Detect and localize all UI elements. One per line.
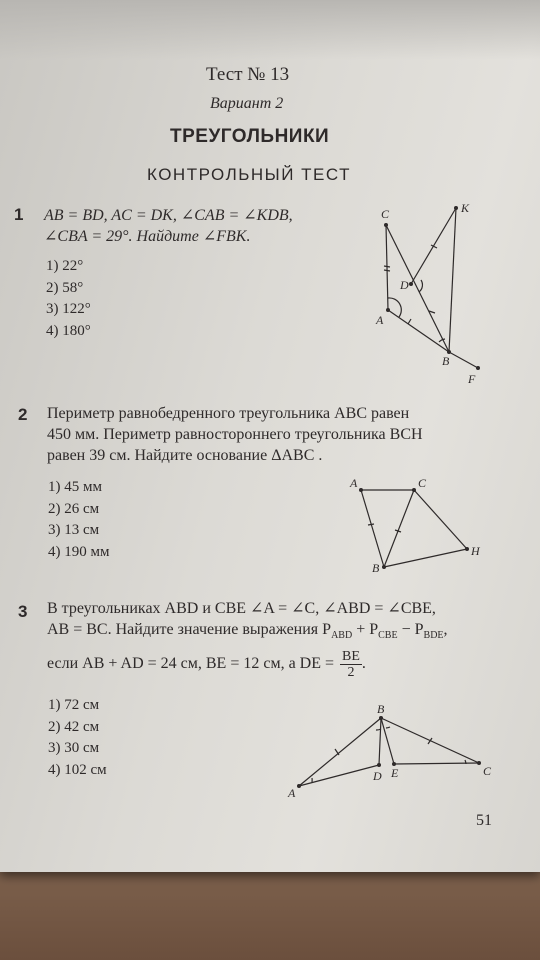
- question-line: Периметр равнобедренного треугольника ABC равен: [47, 405, 410, 422]
- question-line: ∠CBA = 29°. Найдите ∠FBK.: [44, 228, 251, 245]
- perimeter-expression: $P_{ABD} + P_{CBE} - P_{BDE}$,: [322, 621, 448, 642]
- figure-q3: [282, 698, 502, 803]
- question-number: 2: [18, 405, 28, 424]
- question-line-part: AB = BC. Найдите значение выражения: [47, 621, 319, 638]
- point-label: B: [372, 561, 380, 575]
- point-label: C: [418, 476, 427, 490]
- answer-options: [48, 477, 109, 563]
- answer-option: 4) 102 см: [48, 761, 107, 778]
- question-condition: если AB + AD = 24 см, BE = 12 см, а DE = $\frac{BE}{2}$ .: [47, 649, 366, 680]
- fraction-denominator: 2: [347, 665, 355, 680]
- topic-heading: ТРЕУГОЛЬНИКИ: [170, 126, 330, 147]
- figure-q1: [365, 200, 505, 390]
- question-line: 450 мм. Периметр равностороннего треугольника BCH: [47, 426, 423, 443]
- point-label: E: [391, 766, 399, 780]
- question-line: равен 39 см. Найдите основание ΔABC .: [47, 447, 323, 464]
- answer-option: 3) 122°: [46, 301, 91, 317]
- answer-option: 4) 190 мм: [48, 543, 110, 560]
- question-number: 3: [18, 602, 28, 621]
- answer-option: 3) 30 см: [48, 740, 100, 756]
- test-type-heading: КОНТРОЛЬНЫЙ ТЕСТ: [147, 165, 351, 184]
- answer-option: 1) 72 см: [48, 697, 100, 713]
- figure-q2: [345, 473, 495, 578]
- point-label: A: [288, 786, 296, 800]
- point-label: A: [376, 313, 384, 327]
- point-label: D: [373, 769, 382, 783]
- fraction-numerator: BE: [342, 649, 360, 664]
- answer-option: 2) 42 см: [48, 718, 100, 735]
- answer-option: 1) 22°: [46, 258, 84, 274]
- answer-option: 3) 13 см: [48, 522, 100, 538]
- answer-option: 1) 45 мм: [48, 479, 102, 495]
- question-text: [47, 403, 423, 466]
- point-label: C: [483, 764, 492, 778]
- answer-option: 2) 58°: [46, 279, 84, 296]
- point-label: K: [461, 201, 470, 215]
- question-line: [47, 619, 448, 646]
- point-label: B: [377, 702, 385, 716]
- answer-options: [46, 256, 91, 342]
- variant-label: Вариант 2: [210, 95, 284, 112]
- question-text: [47, 598, 448, 646]
- answer-option: 4) 180°: [46, 322, 91, 339]
- point-label: D: [400, 278, 409, 292]
- question-line-part: если AB + AD = 24 см, BE = 12 см, а DE =: [47, 655, 335, 673]
- fraction: [340, 649, 362, 680]
- page-number: 51: [476, 812, 492, 829]
- question-line: AB = BD, AC = DK, ∠CAB = ∠KDB,: [44, 207, 293, 224]
- question-text: [44, 205, 293, 247]
- question-number: 1: [14, 205, 24, 224]
- answer-options: [48, 695, 107, 781]
- question-line: В треугольниках ABD и CBE ∠A = ∠C, ∠ABD = ∠CBE,: [47, 600, 436, 617]
- point-label: H: [471, 544, 480, 558]
- point-label: A: [350, 476, 358, 490]
- point-label: F: [468, 372, 476, 386]
- answer-option: 2) 26 см: [48, 500, 100, 517]
- point-label: C: [381, 207, 390, 221]
- point-label: B: [442, 354, 450, 368]
- test-title: Тест № 13: [206, 64, 290, 85]
